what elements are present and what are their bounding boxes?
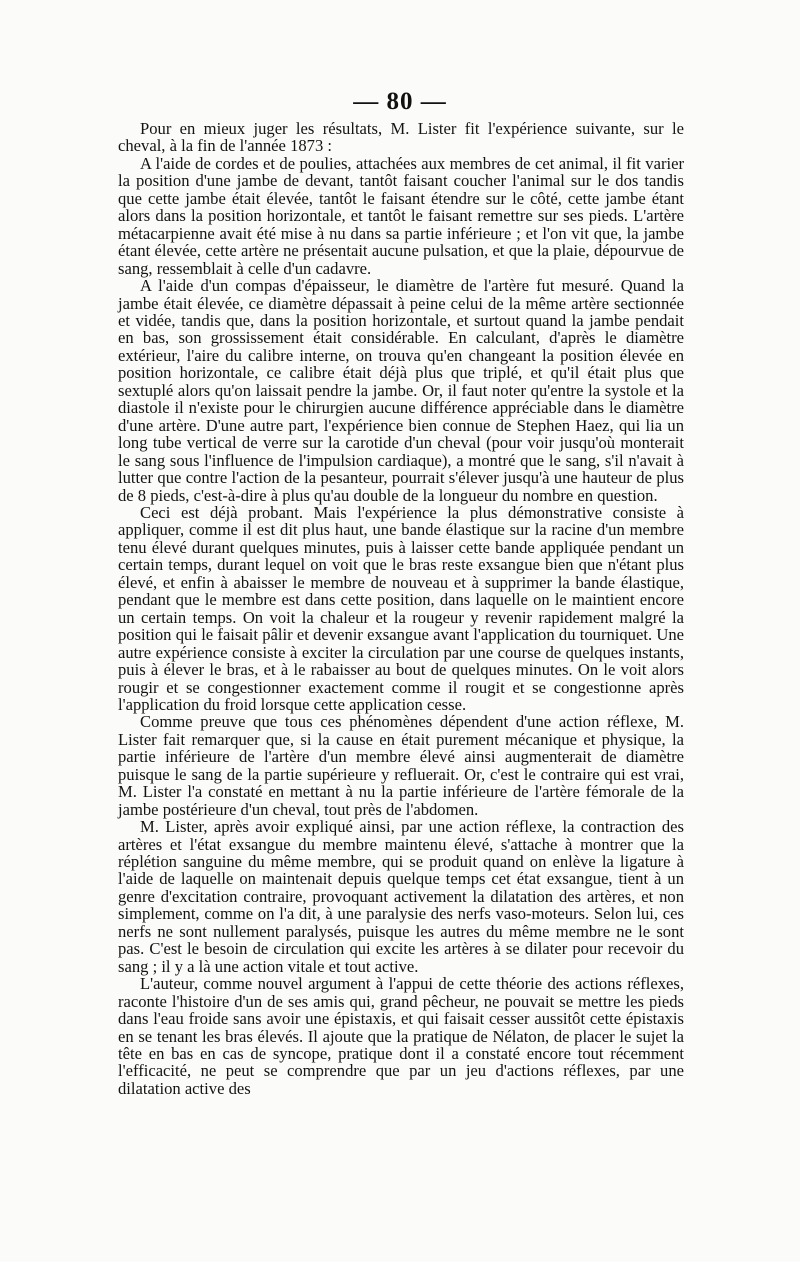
- paragraph: A l'aide d'un compas d'épaisseur, le diamètre de l'artère fut mesuré. Quand la jambe était élevée, ce diamètre dépassait à peine celui de la même artère sectionnée et vidée, tandis que, dans la position horizontale, et surtout quand la jambe pendait en bas, son grossissement était considérable. En calculant, d'après le diamètre extérieur, l'aire du calibre interne, on trouva qu'en changeant la position élevée en position horizontale, ce calibre était déjà plus que triplé, et qu'il était plus que sextuplé alors qu'on laissait pendre la jambe. Or, il faut noter qu'entre la systole et la diastole il n'existe pour le chirurgien aucune différence appréciable dans le diamètre d'une artère. D'une autre part, l'expérience bien connue de Stephen Haez, qui lia un long tube vertical de verre sur la carotide d'un cheval (pour voir jusqu'où monterait le sang sous l'influence de l'impulsion cardiaque), a montré que le sang, s'il n'avait à lutter que contre l'action de la pesanteur, pourrait s'élever jusqu'à une hauteur de plus de 8 pieds, c'est-à-dire à plus qu'au double de la longueur du nombre en question.: [118, 276, 684, 505]
- paragraph: Comme preuve que tous ces phénomènes dépendent d'une action réflexe, M. Lister fait remarquer que, si la cause en était purement mécanique et physique, la partie inférieure de l'artère d'un membre élevé ainsi augmenterait de diamètre puisque le sang de la partie supérieure y refluerait. Or, c'est le contraire qui est vrai, M. Lister l'a constaté en mettant à nu la partie inférieure de l'artère fémorale de la jambe postérieure d'un cheval, tout près de l'abdomen.: [118, 712, 684, 819]
- paragraph: L'auteur, comme nouvel argument à l'appui de cette théorie des actions réflexes, raconte l'histoire d'un de ses amis qui, grand pêcheur, ne pouvait se mettre les pieds dans l'eau froide sans avoir une épistaxis, et qui faisait cesser aussitôt cette épistaxis en se tenant les bras élevés. Il ajoute que la pratique de Nélaton, de placer le sujet la tête en bas en cas de syncope, pratique dont il a constaté encore tout récemment l'efficacité, ne peut se comprendre que par un jeu d'actions réflexes, par une dilatation active des: [118, 974, 684, 1098]
- paragraph: Ceci est déjà probant. Mais l'expérience la plus démonstrative consiste à appliquer, comme il est dit plus haut, une bande élastique sur la racine d'un membre tenu élevé durant quelques minutes, puis à laisser cette bande appliquée pendant un certain temps, durant lequel on voit que le bras reste exsangue bien que n'étant plus élevé, et enfin à abaisser le membre de nouveau et à supprimer la bande élastique, pendant que le membre est dans cette position, dans laquelle on le maintient encore un certain temps. On voit la chaleur et la rougeur y revenir rapidement malgré la position qui le faisait pâlir et devenir exsangue avant l'application du tourniquet. Une autre expérience consiste à exciter la circulation par une course de quelques instants, puis à élever le bras, et à le rabaisser au bout de quelques minutes. On le voit alors rougir et se congestionner exactement comme il rougit et se congestionne après l'application du froid lorsque cette application cesse.: [118, 502, 684, 714]
- body-text: [118, 120, 684, 1097]
- paragraph: A l'aide de cordes et de poulies, attachées aux membres de cet animal, il fit varier la position d'une jambe de devant, tantôt faisant coucher l'animal sur le dos tandis que cette jambe était élevée, tantôt le faisant étendre sur le côté, cette jambe étant alors dans la position horizontale, et tantôt le faisant remettre sur ses pieds. L'artère métacarpienne avait été mise à nu dans sa partie inférieure ; et l'on vit que, la jambe étant élevée, cette artère ne présentait aucune pulsation, et que la plaie, dépourvue de sang, ressemblait à celle d'un cadavre.: [118, 153, 684, 278]
- paragraph: M. Lister, après avoir expliqué ainsi, par une action réflexe, la contraction des artères et l'état exsangue du membre maintenu élevé, s'attache à montrer que la réplétion sanguine du même membre, qui se produit quand on enlève la ligature à l'aide de laquelle on maintenait depuis quelque temps cet état exsangue, tient à un genre d'excitation contraire, provoquant activement la dilatation des artères, et non simplement, comme on l'a dit, à une paralysie des nerfs vaso-moteurs. Selon lui, ces nerfs ne sont nullement paralysés, puisque les autres du même membre ne le sont pas. C'est le besoin de circulation qui excite les artères à se dilater pour recevoir du sang ; il y a là une action vitale et tout active.: [118, 817, 684, 976]
- page-number: — 80 —: [353, 88, 447, 115]
- paragraph: Pour en mieux juger les résultats, M. Lister fit l'expérience suivante, sur le cheval, à la fin de l'année 1873 :: [118, 119, 684, 156]
